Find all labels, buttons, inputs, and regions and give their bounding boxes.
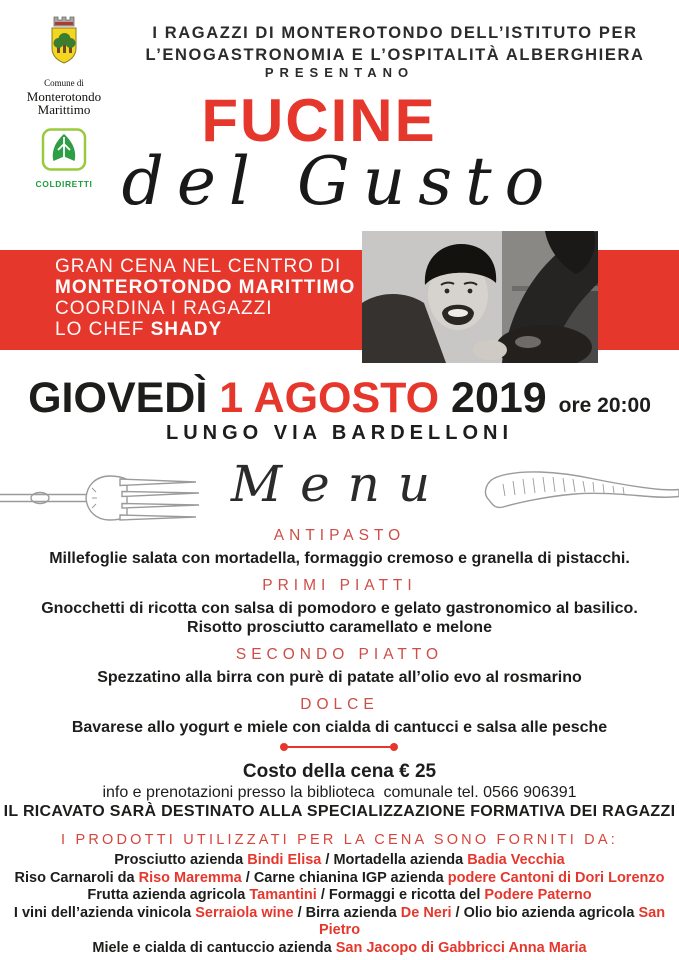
banner-segment: MONTEROTONDO MARITTIMO [55, 277, 356, 298]
menu-courses [0, 527, 679, 746]
supplier-name: San Pietro [318, 904, 670, 938]
banner-segment: GRAN CENA NEL CENTRO DI [55, 256, 342, 277]
supplier-product: / Birra azienda [293, 904, 401, 921]
location-line: LUNGO VIA BARDELLONI [165, 422, 514, 444]
knife-icon [479, 462, 679, 531]
supplier-product: Riso Carnaroli da [14, 869, 139, 886]
supplier-name: Tamantini [249, 887, 317, 903]
supplier-product: / Formaggi e ricotta del [316, 887, 485, 903]
date-segment: GIOVEDÌ [28, 374, 220, 422]
course-name: PRIMI PIATTI [262, 577, 417, 594]
supplier-line [0, 870, 679, 888]
title-main: FUCINE [201, 87, 437, 154]
menu-script-title: Menu [230, 455, 449, 513]
banner-segment: LO CHEF [55, 319, 151, 340]
proceeds-note: IL RICAVATO SARÀ DESTINATO ALLA SPECIALIZZAZIONE FORMATIVA DEI RAGAZZI [3, 803, 676, 820]
date-segment: ore 20:00 [558, 394, 651, 417]
title-script: del Gusto [121, 143, 558, 220]
course-item: Millefoglie salata con mortadella, formaggio cremoso e granella di pistacchi. [49, 550, 630, 567]
supplier-product: Prosciutto azienda [114, 852, 248, 868]
course-item: Bavarese allo yogurt e miele con cialda di cantucci e salsa alle pesche [71, 719, 608, 736]
supplier-name: San Jacopo di Gabbricci Anna Maria [335, 939, 587, 956]
supplier-name: Riso Maremma [138, 869, 242, 886]
supplier-line [0, 887, 679, 905]
banner-line [55, 256, 355, 277]
comune-caption-small: Comune di [44, 78, 84, 88]
info-line: info e prenotazioni presso la biblioteca comunale tel. 0566 906391 [102, 784, 577, 801]
supplier-name: Podere Paterno [484, 887, 592, 903]
supplier-lines [0, 852, 679, 957]
supplier-line [0, 940, 679, 958]
cost-line: Costo della cena € 25 [242, 761, 437, 782]
supplier-name: Badia Vecchia [467, 852, 565, 868]
header-lines [112, 22, 678, 66]
course [0, 696, 679, 737]
date-segment: 2019 [451, 374, 559, 422]
supplier-product: / Carne chianina IGP azienda [241, 869, 448, 886]
course-name: SECONDO PIATTO [235, 646, 444, 663]
comune-caption-line2: Marittimo [37, 102, 91, 117]
supplier-name: Bindi Elisa [247, 852, 322, 868]
banner-line [55, 298, 355, 319]
course [0, 646, 679, 687]
header-line-1: I RAGAZZI DI MONTEROTONDO DELL’ISTITUTO PER [152, 24, 638, 42]
course-item: Gnocchetti di ricotta con salsa di pomodoro e gelato gastronomico al basilico. [41, 600, 638, 617]
banner-segment: COORDINA I RAGAZZI [55, 298, 273, 319]
supplier-product: / Mortadella azienda [321, 852, 468, 868]
supplier-line [0, 905, 679, 940]
supplier-name: De Neri [400, 904, 452, 921]
course-name: ANTIPASTO [273, 527, 406, 544]
course-name: DOLCE [300, 696, 379, 713]
course [0, 577, 679, 637]
supplier-product: / Olio bio azienda agricola [451, 904, 639, 921]
supplier-name: podere Cantoni di Dori Lorenzo [447, 869, 665, 886]
supplier-product: I vini dell’azienda vinicola [13, 904, 196, 921]
coldiretti-label: COLDIRETTI [35, 179, 93, 189]
supplier-product: Frutta azienda agricola [87, 887, 250, 903]
supplier-product: Miele e cialda di cantuccio azienda [92, 939, 336, 956]
presenting-label: PRESENTANO [264, 65, 415, 80]
course [0, 527, 679, 568]
course-item: Risotto prosciutto caramellato e melone [187, 619, 492, 636]
menu-divider [280, 743, 398, 751]
comune-caption-line1: Monterotondo [26, 89, 102, 104]
banner-line [55, 319, 355, 340]
course-item: Spezzatino alla birra con purè di patate all’olio evo al rosmarino [97, 669, 582, 686]
banner-text [55, 256, 355, 340]
supplier-line [0, 852, 679, 870]
date-line [0, 374, 679, 423]
suppliers-heading: I PRODOTTI UTILIZZATI PER LA CENA SONO FORNITI DA: [61, 832, 618, 848]
banner-line [55, 277, 355, 298]
date-segment: 1 AGOSTO [219, 374, 452, 422]
banner-segment: SHADY [150, 319, 223, 340]
supplier-name: Serraiola wine [195, 904, 294, 921]
chef-photo [362, 231, 598, 363]
header-line-2: L’ENOGASTRONOMIA E L’OSPITALITÀ ALBERGHIERA [145, 46, 645, 64]
